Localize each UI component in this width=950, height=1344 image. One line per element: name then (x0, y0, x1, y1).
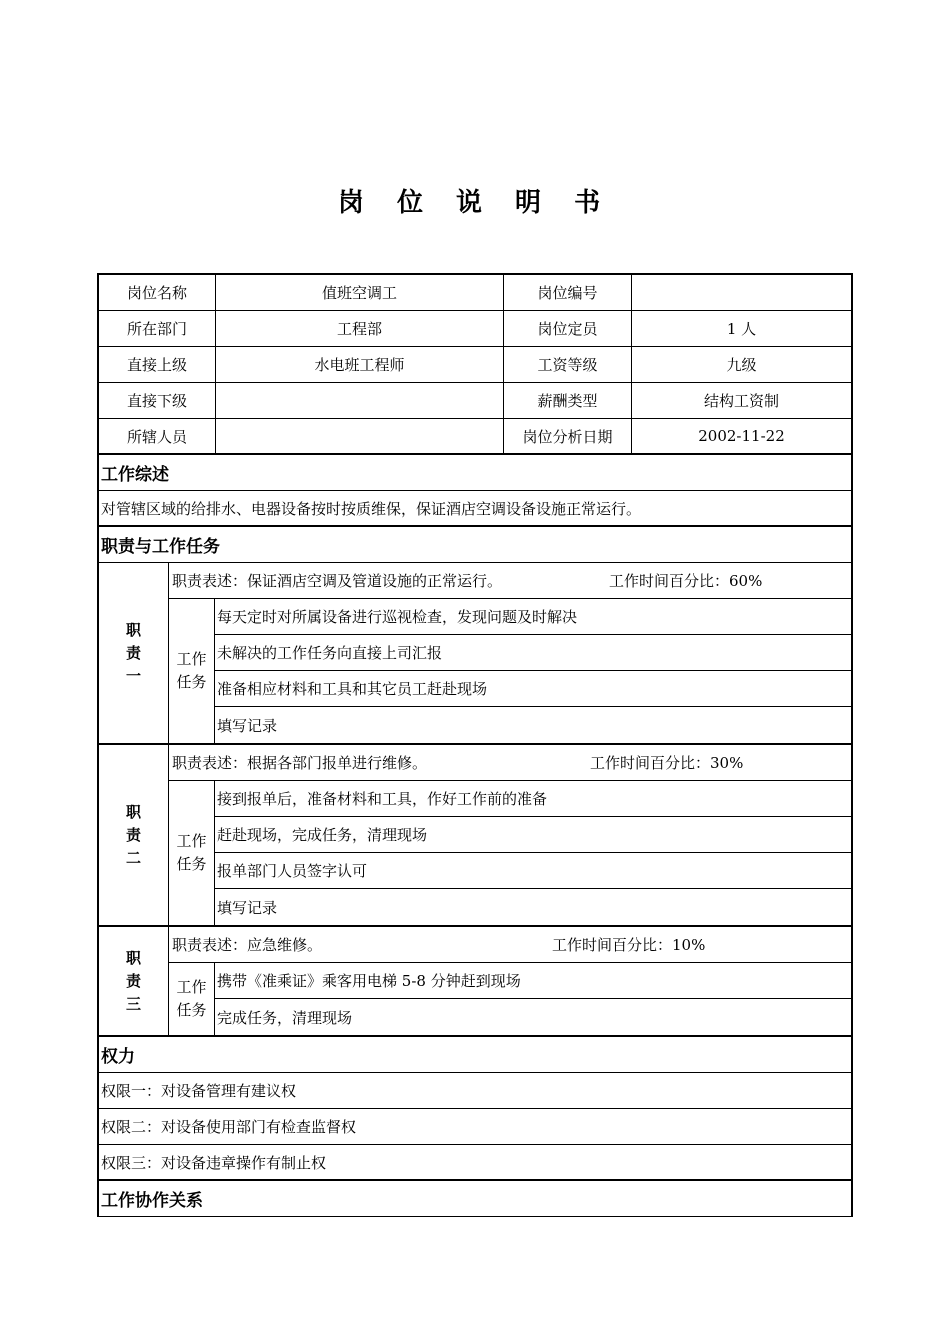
section-heading: 工作综述 (101, 465, 169, 485)
info-label: 直接上级 (99, 347, 216, 382)
task-label (169, 781, 215, 925)
info-value (632, 275, 851, 310)
info-label: 薪酬类型 (504, 383, 632, 418)
authority-row (99, 1073, 851, 1109)
cooperation-heading-row (99, 1181, 851, 1217)
duty-time-percentage: 工作时间百分比：60% (609, 572, 763, 590)
task-label-line: 工作 (176, 832, 207, 850)
task-label-line: 任务 (176, 855, 207, 873)
summary-text: 对管辖区域的给排水、电器设备按时按质维保，保证酒店空调设备设施正常运行。 (101, 499, 642, 518)
duty-label (99, 745, 169, 925)
task-item: 接到报单后，准备材料和工具，作好工作前的准备 (215, 781, 851, 817)
section-heading: 职责与工作任务 (101, 537, 220, 557)
info-row (99, 275, 851, 311)
summary-heading-row (99, 455, 851, 491)
duties-heading-row (99, 527, 851, 563)
task-label (169, 963, 215, 1035)
task-item: 准备相应材料和工具和其它员工赶赴现场 (215, 671, 851, 707)
authority-row (99, 1109, 851, 1145)
task-item: 赶赴现场，完成任务，清理现场 (215, 817, 851, 853)
duty-label-char: 责 (125, 643, 141, 662)
duty-label-char: 三 (125, 994, 141, 1013)
duty-description (169, 927, 851, 963)
info-label: 岗位定员 (504, 311, 632, 346)
document-title: 岗 位 说 明 书 (337, 188, 613, 218)
info-label: 所在部门 (99, 311, 216, 346)
duty-block (99, 927, 851, 1037)
duty-label-char: 责 (125, 825, 141, 844)
info-label: 直接下级 (99, 383, 216, 418)
duty-description (169, 745, 851, 781)
task-item: 携带《准乘证》乘客用电梯 5-8 分钟赶到现场 (215, 963, 851, 999)
info-value (216, 419, 504, 453)
task-item: 填写记录 (217, 716, 278, 735)
duty-description-text: 职责表述：应急维修。 (172, 936, 323, 954)
task-label-line: 工作 (176, 650, 207, 668)
info-value: 2002-11-22 (698, 427, 785, 445)
info-value: 工程部 (216, 311, 504, 346)
summary-text-row (99, 491, 851, 527)
duty-block (99, 563, 851, 745)
info-label: 工资等级 (504, 347, 632, 382)
duty-description (169, 563, 851, 599)
info-value: 九级 (726, 356, 757, 374)
authority-item: 权限二：对设备使用部门有检查监督权 (101, 1118, 357, 1136)
duty-block (99, 745, 851, 927)
task-item: 报单部门人员签字认可 (215, 853, 851, 889)
info-value (216, 383, 504, 418)
info-row (99, 311, 851, 347)
duty-time-percentage: 工作时间百分比：10% (552, 936, 706, 954)
info-label: 所辖人员 (99, 419, 216, 453)
info-value: 值班空调工 (216, 275, 504, 310)
info-label: 岗位分析日期 (504, 419, 632, 453)
info-value: 水电班工程师 (216, 347, 504, 382)
section-heading: 工作协作关系 (101, 1191, 203, 1211)
info-label: 岗位名称 (99, 275, 216, 310)
task-label-line: 任务 (176, 673, 207, 691)
info-row (99, 383, 851, 419)
task-item: 未解决的工作任务向直接上司汇报 (215, 635, 851, 671)
info-value: 结构工资制 (703, 392, 779, 410)
task-label-line: 任务 (176, 1001, 207, 1019)
task-item: 完成任务，清理现场 (217, 1008, 353, 1027)
duty-label (99, 563, 169, 743)
authority-item: 权限一：对设备管理有建议权 (101, 1082, 297, 1100)
task-label (169, 599, 215, 743)
duty-time-percentage: 工作时间百分比：30% (590, 754, 744, 772)
authority-row (99, 1145, 851, 1181)
authority-item: 权限三：对设备违章操作有制止权 (101, 1153, 327, 1172)
info-row (99, 419, 851, 455)
duty-label-char: 一 (125, 666, 141, 685)
duty-label-char: 职 (125, 948, 141, 967)
duty-label-char: 职 (125, 802, 141, 821)
duty-description-text: 职责表述：根据各部门报单进行维修。 (172, 754, 428, 772)
duty-label-char: 责 (125, 971, 141, 990)
task-label-line: 工作 (176, 978, 207, 996)
info-value: 1 人 (726, 320, 757, 338)
task-item: 每天定时对所属设备进行巡视检查，发现问题及时解决 (215, 599, 851, 635)
section-heading: 权力 (101, 1047, 135, 1067)
duty-description-text: 职责表述：保证酒店空调及管道设施的正常运行。 (172, 572, 503, 590)
job-description-table (97, 273, 853, 1217)
task-item: 填写记录 (217, 898, 278, 917)
duty-label (99, 927, 169, 1035)
duty-label-char: 二 (125, 848, 141, 867)
authority-heading-row (99, 1037, 851, 1073)
info-row (99, 347, 851, 383)
info-label: 岗位编号 (504, 275, 632, 310)
duty-label-char: 职 (125, 620, 141, 639)
